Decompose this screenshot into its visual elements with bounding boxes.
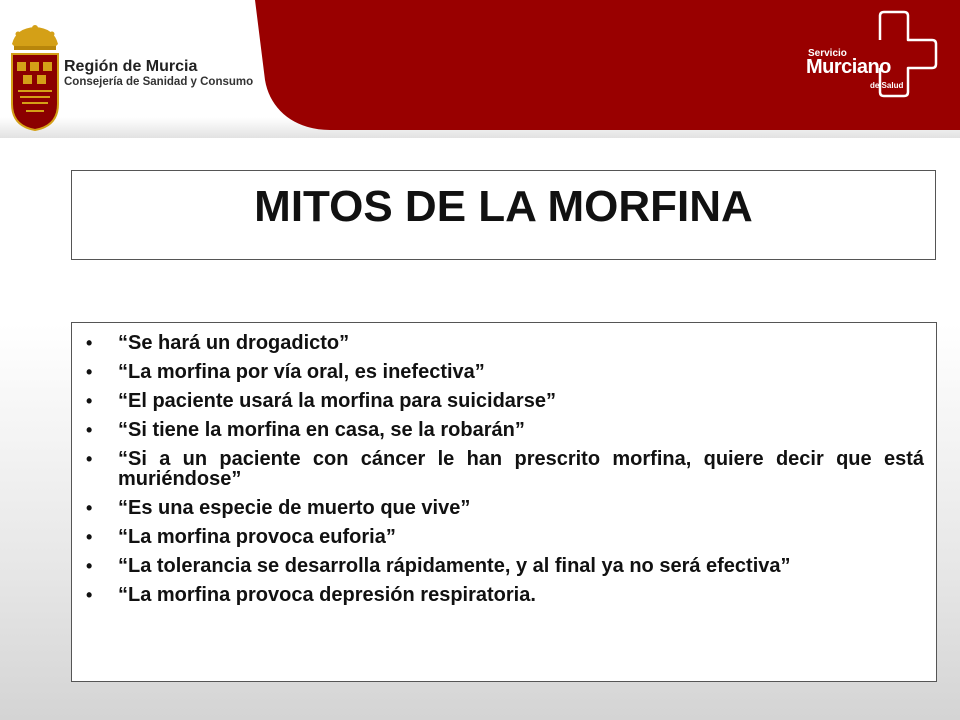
bullet-icon: • [86, 362, 93, 382]
myth-text: “La morfina provoca euforia” [118, 526, 396, 548]
myth-text: “El paciente usará la morfina para suicidarse” [118, 390, 556, 412]
slide-title: MITOS DE LA MORFINA [254, 182, 753, 231]
myth-text: “Es una especie de muerto que vive” [118, 497, 471, 519]
myth-text: “Se hará un drogadicto” [118, 332, 350, 354]
myth-item [72, 556, 924, 576]
myth-item [72, 333, 924, 353]
myth-item [72, 449, 924, 489]
myth-text: “La morfina por vía oral, es inefectiva” [118, 361, 485, 383]
service-name-line3: de Salud [870, 81, 904, 90]
region-department: Consejería de Sanidad y Consumo [64, 76, 254, 88]
bullet-icon: • [86, 420, 93, 440]
myth-text: “La morfina provoca depresión respiratoria. [118, 584, 536, 606]
service-name-line2: Murciano [806, 56, 891, 78]
bullet-icon: • [86, 333, 93, 353]
service-name-line1: Servicio [808, 48, 847, 59]
region-branding [64, 58, 264, 89]
myth-item [72, 391, 924, 411]
bullet-icon: • [86, 449, 93, 469]
bullet-icon: • [86, 585, 93, 605]
myth-text: “Si a un paciente con cáncer le han prescrito morfina, quiere decir que está muriéndose” [118, 448, 924, 490]
bullet-icon: • [86, 556, 93, 576]
myth-item [72, 498, 924, 518]
bullet-icon: • [86, 391, 93, 411]
header-banner [0, 0, 960, 138]
myth-text: “La tolerancia se desarrolla rápidamente, y al final ya no será efectiva” [118, 555, 791, 577]
myth-list [72, 323, 936, 605]
myth-item [72, 420, 924, 440]
title-box [71, 170, 936, 260]
coat-of-arms-icon [4, 22, 66, 132]
bullet-icon: • [86, 527, 93, 547]
bullet-icon: • [86, 498, 93, 518]
content-box [71, 322, 937, 682]
myth-item [72, 362, 924, 382]
myth-text: “Si tiene la morfina en casa, se la robarán” [118, 419, 525, 441]
region-name: Región de Murcia [64, 58, 198, 75]
myth-item [72, 585, 924, 605]
myth-item [72, 527, 924, 547]
